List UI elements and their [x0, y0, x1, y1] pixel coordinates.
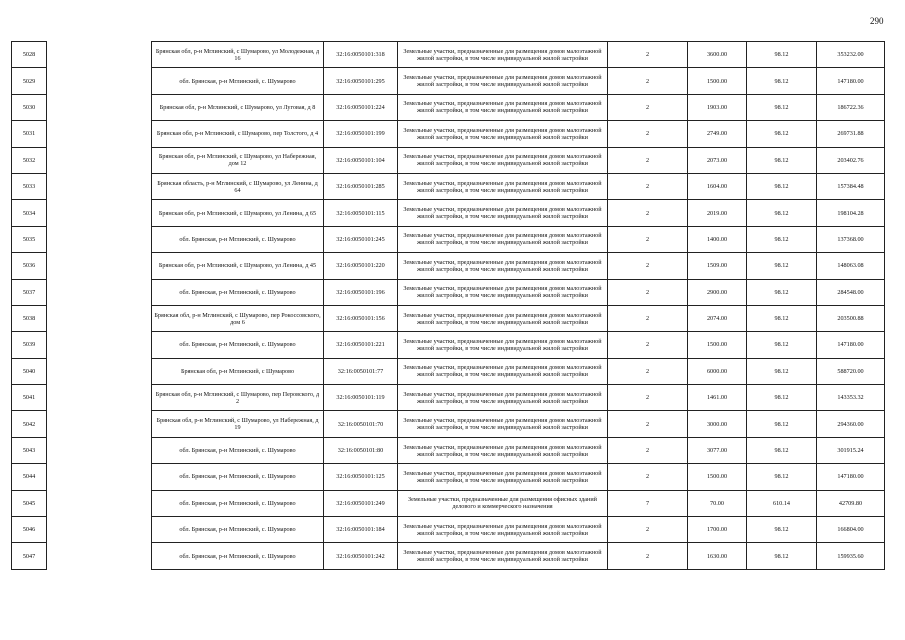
category-cell: 2: [608, 68, 688, 94]
address-cell: обл. Брянская, р-н Мглинский, с. Шумарово: [152, 226, 324, 252]
land-use-cell: Земельные участки, предназначенные для размещения домов малоэтажной жилой застройки, в том числе индивидуальной жилой застройки: [398, 464, 608, 490]
cadastral-value-cell: 203402.76: [817, 147, 885, 173]
land-use-cell: Земельные участки, предназначенные для размещения офисных зданий делового и коммерческого назначения: [398, 490, 608, 516]
address-cell: Брянская обл, р-н Мглинский, с Шумарово, ул Набережная, дом 12: [152, 147, 324, 173]
cadastral-value-cell: 147180.00: [817, 332, 885, 358]
cadastral-number-cell: 32:16:0050101:220: [324, 253, 398, 279]
row-number-cell: 5037: [12, 279, 47, 305]
cadastral-number-cell: 32:16:0050101:156: [324, 305, 398, 331]
cadastral-number-cell: 32:16:0050101:125: [324, 464, 398, 490]
cadastral-number-cell: 32:16:0050101:199: [324, 121, 398, 147]
land-use-cell: Земельные участки, предназначенные для размещения домов малоэтажной жилой застройки, в том числе индивидуальной жилой застройки: [398, 358, 608, 384]
category-cell: 2: [608, 332, 688, 358]
area-cell: 1461.00: [688, 385, 747, 411]
table-row: [12, 411, 885, 437]
row-number-cell: 5039: [12, 332, 47, 358]
row-number-cell: 5040: [12, 358, 47, 384]
table-row: [12, 437, 885, 463]
address-cell: Брянская обл, р-н Мглинский, с Шумарово, ул Набережная, д 19: [152, 411, 324, 437]
land-use-cell: Земельные участки, предназначенные для размещения домов малоэтажной жилой застройки, в том числе индивидуальной жилой застройки: [398, 42, 608, 68]
land-use-cell: Земельные участки, предназначенные для размещения домов малоэтажной жилой застройки, в том числе индивидуальной жилой застройки: [398, 305, 608, 331]
blank-cell: [47, 279, 152, 305]
row-number-cell: 5033: [12, 173, 47, 199]
specific-value-cell: 98.12: [747, 279, 817, 305]
blank-cell: [47, 94, 152, 120]
table-row: [12, 332, 885, 358]
category-cell: 2: [608, 42, 688, 68]
specific-value-cell: 98.12: [747, 305, 817, 331]
cadastral-value-cell: 147180.00: [817, 68, 885, 94]
specific-value-cell: 98.12: [747, 517, 817, 543]
specific-value-cell: 98.12: [747, 42, 817, 68]
area-cell: 2074.00: [688, 305, 747, 331]
address-cell: Брянская обл, р-н Мглинский, с Шумарово, ул Луговая, д 8: [152, 94, 324, 120]
cadastral-value-cell: 147180.00: [817, 464, 885, 490]
blank-cell: [47, 173, 152, 199]
specific-value-cell: 98.12: [747, 94, 817, 120]
row-number-cell: 5045: [12, 490, 47, 516]
specific-value-cell: 98.12: [747, 121, 817, 147]
area-cell: 1630.00: [688, 543, 747, 569]
specific-value-cell: 98.12: [747, 543, 817, 569]
row-number-cell: 5028: [12, 42, 47, 68]
row-number-cell: 5036: [12, 253, 47, 279]
page-number: 290: [870, 16, 884, 26]
address-cell: обл. Брянская, р-н Мглинский, с. Шумарово: [152, 464, 324, 490]
specific-value-cell: 98.12: [747, 358, 817, 384]
cadastral-number-cell: 32:16:0050101:119: [324, 385, 398, 411]
cadastral-number-cell: 32:16:0050101:242: [324, 543, 398, 569]
land-use-cell: Земельные участки, предназначенные для размещения домов малоэтажной жилой застройки, в том числе индивидуальной жилой застройки: [398, 437, 608, 463]
cadastral-value-cell: 294360.00: [817, 411, 885, 437]
cadastral-value-cell: 198104.28: [817, 200, 885, 226]
cadastral-number-cell: 32:16:0050101:70: [324, 411, 398, 437]
blank-cell: [47, 147, 152, 173]
blank-cell: [47, 490, 152, 516]
land-use-cell: Земельные участки, предназначенные для размещения домов малоэтажной жилой застройки, в том числе индивидуальной жилой застройки: [398, 173, 608, 199]
cadastral-value-cell: 137368.00: [817, 226, 885, 252]
land-use-cell: Земельные участки, предназначенные для размещения домов малоэтажной жилой застройки, в том числе индивидуальной жилой застройки: [398, 279, 608, 305]
cadastral-value-cell: 588720.00: [817, 358, 885, 384]
area-cell: 2019.00: [688, 200, 747, 226]
table-row: [12, 305, 885, 331]
cadastral-number-cell: 32:16:0050101:245: [324, 226, 398, 252]
specific-value-cell: 98.12: [747, 253, 817, 279]
cadastral-value-cell: 42709.80: [817, 490, 885, 516]
row-number-cell: 5035: [12, 226, 47, 252]
blank-cell: [47, 305, 152, 331]
cadastral-number-cell: 32:16:0050101:249: [324, 490, 398, 516]
blank-cell: [47, 200, 152, 226]
address-cell: Брянская обл, р-н Мглинский, с Шумарово, ул Ленина, д 45: [152, 253, 324, 279]
table-row: [12, 253, 885, 279]
cadastral-number-cell: 32:16:0050101:196: [324, 279, 398, 305]
cadastral-value-cell: 353232.00: [817, 42, 885, 68]
land-use-cell: Земельные участки, предназначенные для размещения домов малоэтажной жилой застройки, в том числе индивидуальной жилой застройки: [398, 147, 608, 173]
category-cell: 2: [608, 305, 688, 331]
address-cell: Брянская обл, р-н Мглинский, с Шумарово, ул Молодежная, д 16: [152, 42, 324, 68]
cadastral-value-cell: 186722.36: [817, 94, 885, 120]
table-row: [12, 226, 885, 252]
row-number-cell: 5032: [12, 147, 47, 173]
row-number-cell: 5042: [12, 411, 47, 437]
row-number-cell: 5031: [12, 121, 47, 147]
table-row: [12, 358, 885, 384]
category-cell: 2: [608, 94, 688, 120]
table-row: [12, 147, 885, 173]
table-row: [12, 121, 885, 147]
area-cell: 2073.00: [688, 147, 747, 173]
row-number-cell: 5041: [12, 385, 47, 411]
category-cell: 2: [608, 200, 688, 226]
specific-value-cell: 98.12: [747, 147, 817, 173]
table-row: [12, 68, 885, 94]
cadastral-value-cell: 166804.00: [817, 517, 885, 543]
table-row: [12, 385, 885, 411]
blank-cell: [47, 411, 152, 437]
area-cell: 6000.00: [688, 358, 747, 384]
category-cell: 2: [608, 226, 688, 252]
blank-cell: [47, 517, 152, 543]
category-cell: 2: [608, 173, 688, 199]
category-cell: 7: [608, 490, 688, 516]
area-cell: 1400.00: [688, 226, 747, 252]
land-use-cell: Земельные участки, предназначенные для размещения домов малоэтажной жилой застройки, в том числе индивидуальной жилой застройки: [398, 517, 608, 543]
row-number-cell: 5044: [12, 464, 47, 490]
area-cell: 1700.00: [688, 517, 747, 543]
address-cell: Брянская обл, р-н Мглинский, с Шумарово, пер Перовского, д 2: [152, 385, 324, 411]
table-row: [12, 279, 885, 305]
cadastral-value-cell: 301915.24: [817, 437, 885, 463]
cadastral-value-cell: 143353.32: [817, 385, 885, 411]
address-cell: обл. Брянская, р-н Мглинский, с. Шумарово: [152, 437, 324, 463]
land-use-cell: Земельные участки, предназначенные для размещения домов малоэтажной жилой застройки, в том числе индивидуальной жилой застройки: [398, 332, 608, 358]
row-number-cell: 5034: [12, 200, 47, 226]
table-body: [12, 42, 885, 570]
address-cell: обл. Брянская, р-н Мглинский, с. Шумарово: [152, 543, 324, 569]
category-cell: 2: [608, 517, 688, 543]
category-cell: 2: [608, 358, 688, 384]
row-number-cell: 5038: [12, 305, 47, 331]
cadastral-number-cell: 32:16:0050101:115: [324, 200, 398, 226]
category-cell: 2: [608, 147, 688, 173]
table-row: [12, 94, 885, 120]
area-cell: 3000.00: [688, 411, 747, 437]
cadastral-value-cell: 159935.60: [817, 543, 885, 569]
area-cell: 2900.00: [688, 279, 747, 305]
specific-value-cell: 98.12: [747, 226, 817, 252]
category-cell: 2: [608, 464, 688, 490]
blank-cell: [47, 226, 152, 252]
table-row: [12, 543, 885, 569]
specific-value-cell: 610.14: [747, 490, 817, 516]
specific-value-cell: 98.12: [747, 173, 817, 199]
cadastral-value-cell: 148063.08: [817, 253, 885, 279]
address-cell: обл. Брянская, р-н Мглинский, с. Шумарово: [152, 332, 324, 358]
table-row: [12, 200, 885, 226]
blank-cell: [47, 121, 152, 147]
specific-value-cell: 98.12: [747, 68, 817, 94]
cadastral-number-cell: 32:16:0050101:224: [324, 94, 398, 120]
row-number-cell: 5043: [12, 437, 47, 463]
cadastral-number-cell: 32:16:0050101:221: [324, 332, 398, 358]
blank-cell: [47, 253, 152, 279]
address-cell: Брянская область, р-н Мглинский, с Шумарово, ул Ленина, д 64: [152, 173, 324, 199]
land-use-cell: Земельные участки, предназначенные для размещения домов малоэтажной жилой застройки, в том числе индивидуальной жилой застройки: [398, 68, 608, 94]
cadastral-number-cell: 32:16:0050101:285: [324, 173, 398, 199]
address-cell: обл. Брянская, р-н Мглинский, с. Шумарово: [152, 490, 324, 516]
area-cell: 1500.00: [688, 332, 747, 358]
area-cell: 3600.00: [688, 42, 747, 68]
category-cell: 2: [608, 437, 688, 463]
cadastral-value-table: [11, 41, 885, 570]
category-cell: 2: [608, 543, 688, 569]
cadastral-number-cell: 32:16:0050101:80: [324, 437, 398, 463]
cadastral-value-cell: 157384.48: [817, 173, 885, 199]
area-cell: 2749.00: [688, 121, 747, 147]
land-use-cell: Земельные участки, предназначенные для размещения домов малоэтажной жилой застройки, в том числе индивидуальной жилой застройки: [398, 253, 608, 279]
area-cell: 1604.00: [688, 173, 747, 199]
category-cell: 2: [608, 121, 688, 147]
blank-cell: [47, 42, 152, 68]
table-row: [12, 517, 885, 543]
area-cell: 70.00: [688, 490, 747, 516]
specific-value-cell: 98.12: [747, 411, 817, 437]
address-cell: Брянская обл, р-н Мглинский, с Шумарово: [152, 358, 324, 384]
area-cell: 1500.00: [688, 464, 747, 490]
cadastral-value-cell: 284548.00: [817, 279, 885, 305]
row-number-cell: 5030: [12, 94, 47, 120]
land-use-cell: Земельные участки, предназначенные для размещения домов малоэтажной жилой застройки, в том числе индивидуальной жилой застройки: [398, 543, 608, 569]
blank-cell: [47, 358, 152, 384]
blank-cell: [47, 437, 152, 463]
blank-cell: [47, 68, 152, 94]
address-cell: Брянская обл, р-н Мглинский, с Шумарово, ул Ленина, д 65: [152, 200, 324, 226]
address-cell: Брянская обл, р-н Мглинский, с Шумарово, пер Рокоссовского, дом 6: [152, 305, 324, 331]
specific-value-cell: 98.12: [747, 200, 817, 226]
blank-cell: [47, 543, 152, 569]
table-row: [12, 490, 885, 516]
address-cell: Брянская обл, р-н Мглинский, с Шумарово, пер Толстого, д 4: [152, 121, 324, 147]
row-number-cell: 5029: [12, 68, 47, 94]
cadastral-number-cell: 32:16:0050101:318: [324, 42, 398, 68]
area-cell: 1500.00: [688, 68, 747, 94]
table-row: [12, 173, 885, 199]
land-use-cell: Земельные участки, предназначенные для размещения домов малоэтажной жилой застройки, в том числе индивидуальной жилой застройки: [398, 411, 608, 437]
blank-cell: [47, 385, 152, 411]
cadastral-number-cell: 32:16:0050101:104: [324, 147, 398, 173]
land-use-cell: Земельные участки, предназначенные для размещения домов малоэтажной жилой застройки, в том числе индивидуальной жилой застройки: [398, 385, 608, 411]
row-number-cell: 5047: [12, 543, 47, 569]
specific-value-cell: 98.12: [747, 332, 817, 358]
address-cell: обл. Брянская, р-н Мглинский, с. Шумарово: [152, 279, 324, 305]
cadastral-number-cell: 32:16:0050101:184: [324, 517, 398, 543]
land-use-cell: Земельные участки, предназначенные для размещения домов малоэтажной жилой застройки, в том числе индивидуальной жилой застройки: [398, 121, 608, 147]
specific-value-cell: 98.12: [747, 385, 817, 411]
blank-cell: [47, 464, 152, 490]
cadastral-number-cell: 32:16:0050101:295: [324, 68, 398, 94]
blank-cell: [47, 332, 152, 358]
area-cell: 1903.00: [688, 94, 747, 120]
area-cell: 3077.00: [688, 437, 747, 463]
table-row: [12, 42, 885, 68]
land-use-cell: Земельные участки, предназначенные для размещения домов малоэтажной жилой застройки, в том числе индивидуальной жилой застройки: [398, 94, 608, 120]
cadastral-number-cell: 32:16:0050101:77: [324, 358, 398, 384]
category-cell: 2: [608, 385, 688, 411]
specific-value-cell: 98.12: [747, 464, 817, 490]
area-cell: 1509.00: [688, 253, 747, 279]
table-row: [12, 464, 885, 490]
cadastral-value-cell: 203500.88: [817, 305, 885, 331]
land-use-cell: Земельные участки, предназначенные для размещения домов малоэтажной жилой застройки, в том числе индивидуальной жилой застройки: [398, 226, 608, 252]
category-cell: 2: [608, 279, 688, 305]
cadastral-value-cell: 269731.88: [817, 121, 885, 147]
address-cell: обл. Брянская, р-н Мглинский, с. Шумарово: [152, 68, 324, 94]
category-cell: 2: [608, 253, 688, 279]
category-cell: 2: [608, 411, 688, 437]
specific-value-cell: 98.12: [747, 437, 817, 463]
land-use-cell: Земельные участки, предназначенные для размещения домов малоэтажной жилой застройки, в том числе индивидуальной жилой застройки: [398, 200, 608, 226]
row-number-cell: 5046: [12, 517, 47, 543]
address-cell: обл. Брянская, р-н Мглинский, с. Шумарово: [152, 517, 324, 543]
